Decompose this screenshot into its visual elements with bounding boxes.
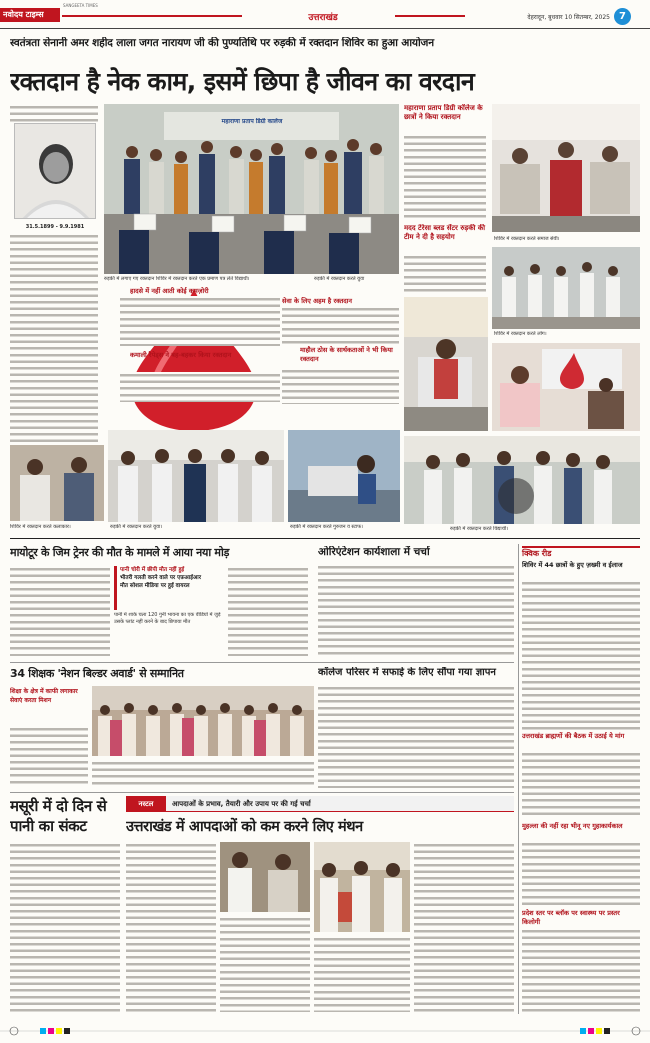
teachers-text-1 bbox=[10, 726, 88, 786]
right-photo-1-caption: शिविर में रक्तदान करते समाज सेवी। bbox=[494, 236, 560, 242]
orientation-text bbox=[318, 564, 514, 656]
photo-row-4-caption: रुड़की में रक्तदान करते विद्यार्थी। bbox=[450, 526, 509, 532]
quick-read-item-3-head: मुहल्ला की नहीं रहा भीनू नए गुहाकार्यकाल bbox=[522, 822, 623, 830]
teachers-bullet: शिक्षा के क्षेत्र में काफी लगाकार सेवाएं करता मिशन bbox=[10, 688, 78, 704]
lead-intro-text bbox=[10, 104, 98, 122]
section-rule-2 bbox=[10, 662, 514, 663]
masthead-strip-right bbox=[395, 15, 465, 17]
photo-row-4 bbox=[404, 436, 640, 524]
right-photo-1 bbox=[492, 104, 640, 232]
lower-subhead-2: माहौल ठोस के सार्थकताओं ने भी किया रक्तदान bbox=[300, 346, 393, 363]
portrait-dates: 31.5.1899 - 9.9.1981 bbox=[25, 224, 85, 230]
disaster-text-3 bbox=[314, 936, 410, 1012]
photo-row-1-caption: शिविर में रक्तदान करते कलाकार। bbox=[10, 524, 71, 530]
quick-read-divider bbox=[518, 544, 519, 1014]
right-photo-2-caption: शिविर में रक्तदान करते लोग। bbox=[494, 331, 547, 337]
section-rule-3 bbox=[10, 792, 514, 793]
disaster-photo-2 bbox=[314, 842, 410, 932]
disaster-text-4 bbox=[414, 842, 514, 1012]
masthead-rule bbox=[0, 28, 650, 29]
teachers-photo bbox=[92, 686, 314, 756]
lead-photo-banner: महाराणा प्रताप डिग्री कालेज bbox=[221, 118, 283, 125]
lead-photo-main-caption: रुड़की में लगाए गए रक्तदान शिविर में रक्तदान करते एक प्रमाण पत्र लेते विद्यार्थी। bbox=[104, 276, 250, 282]
disaster-text-1 bbox=[126, 842, 216, 1012]
lower-text-2 bbox=[282, 368, 399, 404]
quick-read-item-1-head: शिविर में 44 छात्रों के हुए ज़ख्मी व ईलाज bbox=[522, 561, 623, 569]
gym-highlight-line-2: भीतरी गलती करने वाले पर एफ़आईआर bbox=[120, 575, 202, 581]
page-number: 7 bbox=[614, 8, 631, 25]
lower-subhead-1: सेवा के लिए अहम है रक्तदान bbox=[282, 297, 353, 305]
right-text-1 bbox=[404, 134, 486, 222]
mussoorie-text bbox=[10, 842, 120, 1012]
disaster-kicker-text: आपदाओं के प्रभाव, तैयारी और उपाय पर की गई चर्चा bbox=[172, 800, 311, 808]
center-text-2 bbox=[120, 372, 280, 402]
masthead bbox=[0, 0, 650, 30]
disaster-kicker-label: नस्टल bbox=[126, 796, 166, 812]
disaster-photo-1 bbox=[220, 842, 310, 912]
quick-read-label bbox=[522, 546, 640, 560]
quick-read-item-4-head: प्रदेश स्तर पर ब्लॉक पर स्वास्थ्य पर प्रस्तर किलोगी bbox=[522, 909, 620, 926]
right-text-2 bbox=[404, 254, 486, 294]
gym-highlight-box bbox=[114, 566, 216, 610]
teachers-headline: 34 शिक्षक 'नेशन बिल्डर अवार्ड' से सम्मानित bbox=[10, 667, 184, 680]
quick-read-item-3-text bbox=[522, 841, 640, 907]
dateline: देहरादून, बुधवार 10 सितम्बर, 2025 bbox=[527, 14, 610, 21]
edition-tag: उत्तराखंड bbox=[308, 13, 338, 23]
gym-headline: मायोटूर के जिम ट्रेनर की मौत के मामले में आया नया मोड़ bbox=[10, 546, 230, 559]
photo-row-2 bbox=[108, 430, 284, 522]
section-rule-1 bbox=[10, 538, 640, 539]
mid-photo-1 bbox=[404, 297, 488, 431]
photo-row-3-caption: रुड़की में रक्तदान करते गुरुजन व स्टाफ। bbox=[290, 524, 363, 530]
lower-text-1 bbox=[282, 306, 399, 344]
gym-highlight-line-3: मौत सोशल मीडिया पर हुई वायरल bbox=[120, 583, 190, 589]
masthead-strip-left bbox=[62, 15, 242, 17]
lead-headline: रक्तदान है नेक काम, इसमें छिपा है जीवन का वरदान bbox=[10, 67, 475, 96]
right-subhead-2: मदद टेरेसा ब्लड सेंटर रुड़की की टीम ने दी है सहयोग bbox=[404, 224, 486, 241]
photo-row-3 bbox=[288, 430, 400, 522]
college-headline: कॉलेज परिसर में सफाई के लिए सौंपा गया ज्ञापन bbox=[318, 667, 496, 678]
lead-photo-main bbox=[104, 104, 399, 274]
center-text-1 bbox=[120, 296, 280, 346]
quick-read-item-2-head: उत्तराखंड ब्राह्मणों की बैठक में उठाई ये मांग bbox=[522, 732, 625, 740]
teachers-bullet-box bbox=[10, 687, 88, 723]
quick-read-item-4-text bbox=[522, 928, 640, 1012]
disaster-headline: उत्तराखंड में आपदाओं को कम करने लिए मंथन bbox=[126, 819, 363, 835]
teachers-text-2 bbox=[92, 760, 314, 788]
gym-highlight-text: पानी में शार्क चला 120 गुनी भावना का एक वीडियो में जुड़े उसके प्लांट नहीं करने के बाद छिपाया मौत bbox=[114, 612, 221, 625]
center-subhead-1: हादसे में नहीं आती कोई कमज़ोरी bbox=[130, 287, 209, 295]
photo-row-1 bbox=[10, 445, 104, 521]
photo-row-2-caption: रुड़की में रक्तदान करते युवा। bbox=[110, 524, 163, 530]
disaster-kicker-bar bbox=[126, 796, 514, 812]
gym-text-col-1 bbox=[10, 566, 110, 656]
lead-kicker: स्वतंत्रता सेनानी अमर शहीद लाला जगत नारायण जी की पुण्यतिथि पर रुड़की में रक्तदान शिविर का हुआ आयोजन bbox=[10, 37, 434, 49]
orientation-headline: ओरिएंटेशन कार्यशाला में चर्चा bbox=[318, 546, 430, 558]
right-subhead-1: महाराणा प्रताप डिग्री कॉलेज के छात्रों ने किया रक्तदान bbox=[404, 104, 483, 121]
quick-read-item-1-text bbox=[522, 580, 640, 730]
lead-left-text bbox=[10, 233, 98, 443]
mussoorie-headline: मसूरी में दो दिन से पानी का संकट bbox=[10, 797, 107, 835]
college-text bbox=[318, 685, 514, 788]
bottom-registration-strip bbox=[0, 1020, 650, 1043]
right-photo-2 bbox=[492, 247, 640, 329]
right-photo-3 bbox=[492, 343, 640, 431]
paper-name: नवोदय टाइम्स bbox=[3, 10, 44, 19]
gym-text-col-3 bbox=[228, 566, 308, 656]
quick-read-title: क्विक रीड bbox=[522, 549, 552, 558]
gym-highlight-line-1: पानी चोरी में छीपी मौत नहीं हुई bbox=[120, 567, 185, 573]
disaster-text-2 bbox=[220, 916, 310, 1012]
masthead-small-top: SANGEETA TIMES bbox=[63, 3, 98, 8]
center-subhead-2: कमाली रैपेड्स ने बह-बहकर किया रक्तदान bbox=[130, 351, 232, 359]
lead-photo-main-caption-2: रुड़की में रक्तदान करते युवा bbox=[314, 276, 365, 282]
quick-read-item-2-text bbox=[522, 751, 640, 819]
portrait-photo bbox=[14, 123, 96, 219]
